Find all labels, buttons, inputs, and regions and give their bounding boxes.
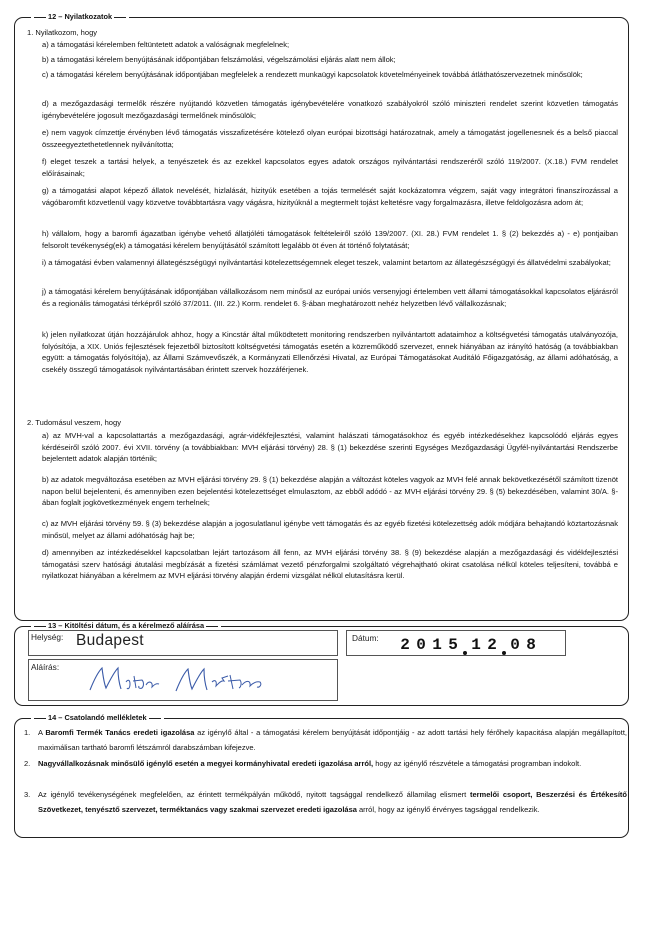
signature-label: Aláírás: — [31, 662, 60, 672]
declaration-item: d) a mezőgazdasági termelők részére nyújtandó közvetlen támogatás igénybevételére vonatkozó szabályokról szóló miniszteri rendelet szerint közvetlen támogatás igénybevételére jogosult mezőgazdasági termelőnek minősülök; — [42, 99, 618, 120]
declaration-item: g) a támogatási alapot képező állatok nevelését, hizlalását, hizityúk esetében a tojás termelését saját kockázatomra végzem, saját vagy integrátori finanszírozással a vágóbaromfit közvetlenül vagy közvetve továbbtartásra vagy vágásra, hizityúknál a megtermelt tojást keltetésre vagy forgalmazásra, illetve feldolgozásra adom át; — [42, 186, 618, 207]
attachment-text-bold: Nagyvállalkozásnak minősülő igénylő esetén a megyei kormányhivatal eredeti igazolása arról, — [38, 759, 374, 768]
acknowledgement-item: a) az MVH-val a kapcsolattartás a mezőgazdasági, agrár-vidékfejlesztési, valamint halászati támogatásokhoz és egyéb intézkedésekhez kapcsolódó eljárás egyes kérdéseiről szóló 2007. évi XVII. törvény (a továbbiakban: MVH eljárási törvény) 28. § (1) bekezdése szerinti Egységes Mezőgazdasági Ügyfél-nyilvántartási Rendszerbe bejelentett adatok alapján történik; — [42, 431, 618, 464]
date-digit: 5 — [448, 636, 458, 654]
section-title — [31, 713, 164, 723]
attachment-text: arról, hogy az igénylő érvényes tagsággal rendelkezik. — [356, 804, 540, 814]
declaration-item: k) jelen nyilatkozat útján hozzájárulok ahhoz, hogy a Kincstár által működtetett monitoring rendszerben nyilvántartott adataimhoz a költségvetési támogatás utalványozója, folyósítója, a XIX. Uniós fejlesztések fejezetből biztosított költségvetési támogatás esetén a közreműködő szervezet, ennek hiányában az irányító hatóság (a továbbiakban együtt: a támogatás folyósítója), az Állami Számvevőszék, a Kormányzati Ellenőrzési Hivatal, az Európai Támogatásokat Auditáló Főigazgatóság, az állami adóhatóság, a csekély összegű támogatások nyilvántartásában érintett szervek hozzáférjenek. — [42, 330, 618, 375]
declaration-heading-2: 2. Tudomásul veszem, hogy — [27, 418, 121, 427]
attachment-text-bold: Baromfi Termék Tanács eredeti igazolása — [45, 728, 195, 737]
attachment-number: 1. — [24, 728, 31, 737]
attachment-item — [24, 726, 627, 755]
attachment-number: 3. — [24, 790, 31, 799]
attachment-text-bold: termelői csoport, Beszerzési és Értékesítő Szövetkezet, tenyésztő szervezet, terméktanács vagy szakmai szervezet eredeti igazolása — [38, 790, 627, 814]
declarations-section — [14, 12, 629, 621]
section-title-text: 14 – Csatolandó mellékletek — [48, 713, 147, 722]
acknowledgement-item: b) az adatok megváltozása esetében az MVH eljárási törvény 29. § (1) bekezdése alapján a változást köteles vagyok az MVH felé annak bekövetkezésétől számított tizenöt napon belül bejelenteni, és amennyiben ezen bejelentési kötelezettséget elmulasztom, az ebből adódó - az MVH eljárási törvény 29. § (5) bekezdésében, valamint 30/A. §-ában foglalt jogkövetkezmények engem terhelnek; — [42, 475, 618, 508]
date-label: Dátum: — [352, 633, 379, 643]
acknowledgement-item: d) amennyiben az intézkedésekkel kapcsolatban lejárt tartozásom áll fenn, az MVH eljárási törvény 38. § (9) bekezdése alapján a mezőgazdasági és vidékfejlesztési támogatási szerv hatósági átutalási megbízását a fizetési számlámat vezető pénzforgalmi szolgáltató végrehajtható okirat csatolása nélkül köteles teljesíteni, továbbá e nyilatkozat hiányában a kérelmem az MVH eljárási törvény alapján érdemi vizsgálat nélkül elutasításra kerül. — [42, 548, 618, 581]
attachment-number: 2. — [24, 759, 31, 768]
declaration-item: c) a támogatási kérelem benyújtásának időpontjában megfelelek a rendezett munkaügyi kapcsolatok követelményeinek továbbá átláthatószervezetnek minősülök; — [42, 70, 583, 79]
date-separator — [502, 651, 506, 655]
declaration-item: b) a támogatási kérelem benyújtásának időpontjában felszámolási, végelszámolási eljárás alatt nem állok; — [42, 55, 396, 64]
section-title-text: 13 – Kitöltési dátum, és a kérelmező aláírása — [48, 621, 205, 630]
declaration-item: e) nem vagyok címzettje érvényben lévő támogatás visszafizetésére kötelező olyan európai bizottsági határozatnak, amely a támogatást jogellenesnek és a belső piaccal összeegyeztethetetlennek nyilvánította; — [42, 128, 618, 149]
attachment-item — [24, 757, 627, 772]
acknowledgement-item: c) az MVH eljárási törvény 59. § (3) bekezdése alapján a jogosulatlanul igénybe vett támogatás és az egyéb fizetési kötelezettség adók módjára behajtandó köztartozásnak minősül, melyet az állami adóhatóság hajt be; — [42, 519, 618, 540]
attachment-item — [24, 788, 627, 817]
date-digit: 0 — [416, 636, 426, 654]
date-digit: 1 — [471, 636, 481, 654]
place-label: Helység: — [31, 632, 64, 642]
attachment-text: hogy az igénylő részvétele a támogatási programban indokolt. — [373, 759, 582, 768]
place-value: Budapest — [76, 632, 144, 649]
date-digit: 2 — [400, 636, 410, 654]
date-digit: 2 — [487, 636, 497, 654]
date-digit: 0 — [510, 636, 520, 654]
attachment-text: Az igénylő tevékenységének megfelelően, az érintett termékpályán működő, nyitott tagsággal rendelkező államilag elismert — [38, 790, 470, 799]
section-title-text: 12 – Nyilatkozatok — [48, 12, 113, 21]
handwritten-signature — [84, 658, 284, 698]
date-digit: 8 — [526, 636, 536, 654]
declaration-heading-1: 1. Nyilatkozom, hogy — [27, 28, 98, 37]
attachment-text: A — [38, 728, 46, 737]
place-field[interactable] — [28, 630, 338, 656]
date-separator — [463, 651, 467, 655]
declaration-item: h) vállalom, hogy a baromfi ágazatban igénybe vehető állatjóléti támogatások feltételeiről szóló 139/2007. (XI. 28.) FVM rendelet 1. § (2) bekezdés a) - e) pontjaiban felsorolt tevékenység(ek) a támogatási kérelem benyújtásától számított legalább öt éven át történő folytatását; — [42, 229, 618, 250]
declaration-item: j) a támogatási kérelem benyújtásának időpontjában vállalkozásom nem minősül az európai uniós versenyjogi értelemben vett állami támogatásokkal kapcsolatos eljárásról és a regionális támogatási térképről szóló 37/2011. (III. 22.) Korm. rendelet 6. §-ában meghatározott nehéz helyzetben lévő vállalkozásnak; — [42, 287, 618, 308]
declaration-item: i) a támogatási évben valamennyi állategészségügyi nyilvántartási kötelezettségemnek eleget teszek, valamint betartom az állategészségügyi és állatvédelmi szabályokat; — [42, 258, 611, 267]
declaration-item: a) a támogatási kérelemben feltüntetett adatok a valóságnak megfelelnek; — [42, 40, 290, 49]
attachment-text: az igénylő által - a támogatási kérelem benyújtását időpontjáig - az adott tartási hely férőhely kapacitása alapján megállapított, maximálisan tartható baromfi létszámról darabszámban kifejezve. — [38, 728, 627, 752]
declaration-item: f) eleget teszek a tartási helyek, a tenyészetek és az ezekkel kapcsolatos egyes adatok országos nyilvántartási rendszeréről szóló 119/2007. (X.18.) FVM rendelet előírásainak; — [42, 157, 618, 178]
declarations-content — [15, 18, 628, 620]
date-digit: 1 — [432, 636, 442, 654]
